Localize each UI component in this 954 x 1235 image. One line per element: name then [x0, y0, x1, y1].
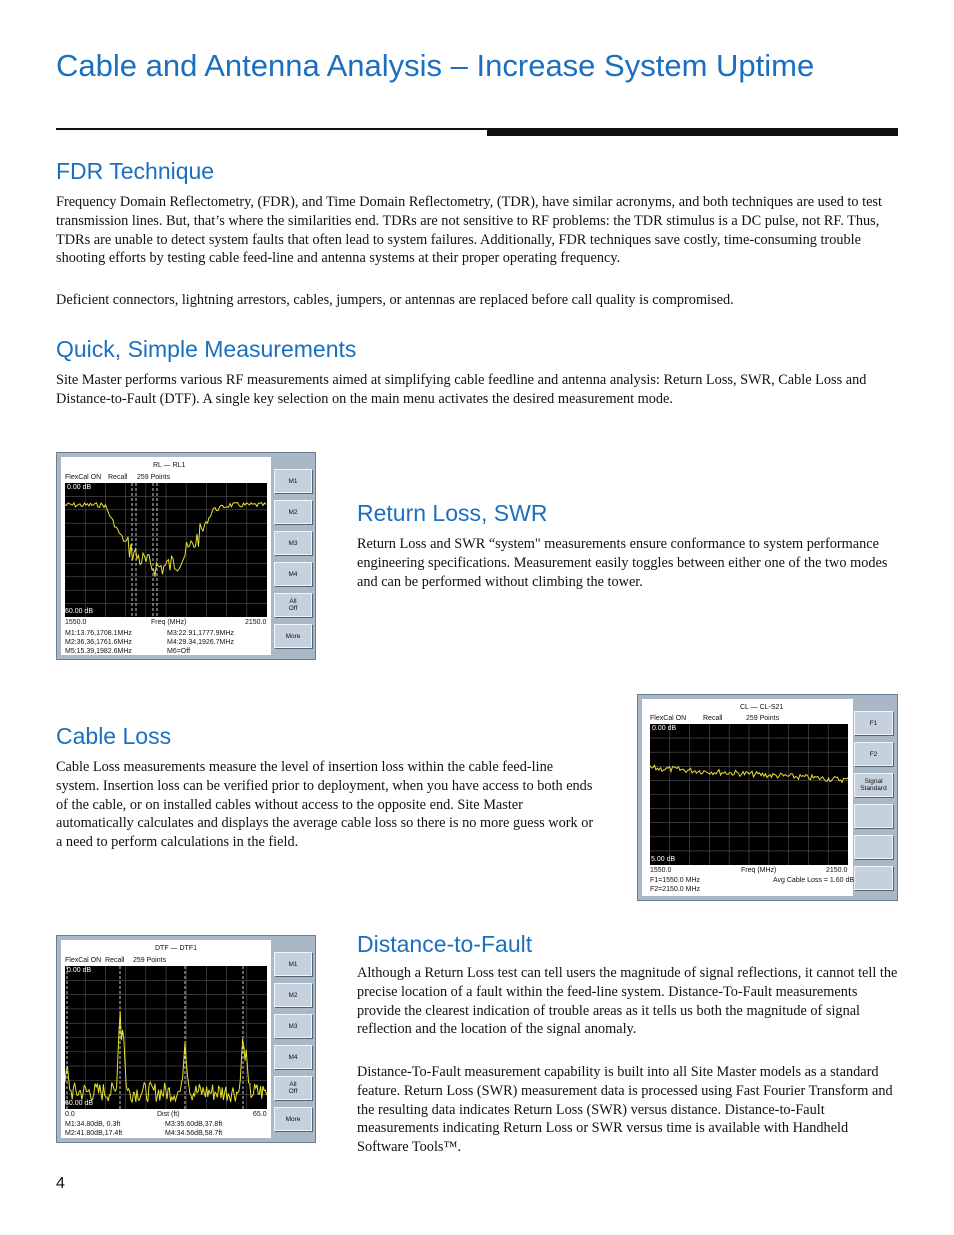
dtf-recall: Recall: [105, 957, 125, 964]
dtf-screen-title: DTF — DTF1: [155, 945, 197, 952]
dtf-marker-3: M3:35.60dB,37.8ft: [165, 1121, 223, 1128]
cl-flexcal: FlexCal ON: [650, 715, 687, 722]
dtf-screen: [56, 935, 316, 1143]
rl-marker-5: M5:15.39,1982.6MHz: [65, 648, 132, 655]
cl-blank-button-5[interactable]: [854, 835, 893, 859]
cl-ybottom: 5.00 dB: [651, 856, 676, 863]
rl-xstart: 1550.0: [65, 619, 87, 626]
rl-marker-4: M4:29.34,1926.7MHz: [167, 639, 234, 646]
dtf-paragraph-2: Distance-To-Fault measurement capability is built into all Site Master models as a standard feature. Return Loss (SWR) measurement data is processed using Fast Fourier Transform and the resulting data indicates Return Loss (SWR) versus distance. Distance-to-Fault measurements indicating Return Loss or SWR versus time is available with Handheld Software Tools™.: [357, 1064, 893, 1156]
return-loss-screen: [56, 452, 316, 660]
quick-paragraph: Site Master performs various RF measurements aimed at simplifying cable feedline and antenna analysis: Return Loss, SWR, Cable Loss and Distance-to-Fault (DTF). A single key selection on the main menu activates the desired measurement mode.: [56, 372, 867, 407]
dtf-xstart: 0.0: [65, 1111, 75, 1118]
dtf-xend: 65.0: [253, 1111, 267, 1118]
cl-xend: 2150.0: [826, 867, 848, 874]
cl-signal-standard-button[interactable]: Signal Standard: [854, 773, 893, 797]
cl-f2: F2=2150.0 MHz: [650, 886, 700, 893]
rl-points: 259 Points: [137, 474, 171, 481]
cl-xstart: 1550.0: [650, 867, 672, 874]
dtf-xlabel: Dist (ft): [157, 1111, 180, 1118]
fdr-heading: FDR Technique: [56, 158, 215, 184]
dtf-ybottom: 60.00 dB: [65, 1100, 94, 1107]
rl-all-off-button[interactable]: All Off: [274, 593, 312, 617]
dtf-ytop: 0.00 dB: [67, 967, 92, 974]
rl-m2-button[interactable]: M2: [274, 500, 312, 524]
rl-m4-button[interactable]: M4: [274, 562, 312, 586]
rl-xend: 2150.0: [245, 619, 267, 626]
fdr-paragraph-1: Frequency Domain Reflectometry, (FDR), and Time Domain Reflectometry, (TDR), have similar acronyms, and both techniques are used to test transmission lines. But, that’s where the similarities end. TDRs are not sensitive to RF problems: the TDR stimulus is a DC pulse, not RF. Thus, TDRs are unable to detect system faults that often lead to system failures. Additionally, FDR techniques save costly, time-consuming trouble shooting efforts by testing cable feed-line and antenna systems at their proper operating frequency.: [56, 194, 882, 267]
dtf-display: [61, 940, 271, 1138]
page-title: Cable and Antenna Analysis – Increase System Uptime: [56, 48, 815, 83]
dtf-marker-4: M4:34.56dB,58.7ft: [165, 1130, 223, 1137]
rl-recall: Recall: [108, 474, 128, 481]
dtf-trace-svg: [65, 966, 267, 1109]
rl-m1-button[interactable]: M1: [274, 469, 312, 493]
rl-more-button[interactable]: More: [274, 624, 312, 648]
cable-loss-paragraph: Cable Loss measurements measure the level of insertion loss within the cable feed-line system. Insertion loss can be verified prior to deployment, when you have access to both ends of the cable, or on installed cables without access to the opposite end. Site Master automatically calculates and displays the average cable loss so there is no more guess work or a need to perform calculations in the field.: [56, 759, 594, 851]
dtf-m2-button[interactable]: M2: [274, 983, 312, 1007]
rl-screen-title: RL — RL1: [153, 462, 186, 469]
rl-marker-2: M2:36.36,1761.6MHz: [65, 639, 132, 646]
cl-f1: F1=1550.0 MHz: [650, 877, 700, 884]
rl-marker-6: M6=Off: [167, 648, 191, 655]
return-loss-heading: Return Loss, SWR: [357, 500, 548, 526]
rl-flexcal: FlexCal ON: [65, 474, 102, 481]
rl-ybottom: 60.00 dB: [65, 608, 94, 615]
cl-plot: [650, 724, 848, 865]
cl-blank-button-4[interactable]: [854, 804, 893, 828]
cable-loss-display: [642, 699, 853, 896]
dtf-heading: Distance-to-Fault: [357, 931, 533, 957]
page-number: 4: [56, 1175, 65, 1192]
cl-trace-svg: [650, 724, 848, 865]
cl-f1-button[interactable]: F1: [854, 711, 893, 735]
title-rule-thin: [56, 128, 488, 130]
cl-blank-button-6[interactable]: [854, 866, 893, 890]
cl-recall: Recall: [703, 715, 723, 722]
measurement-trace: [65, 503, 266, 577]
fdr-paragraph-2: Deficient connectors, lightning arrestors, cables, jumpers, or antennas are replaced before call quality is compromised.: [56, 292, 734, 308]
dtf-flexcal: FlexCal ON: [65, 957, 102, 964]
dtf-marker-1: M1:34.80dB, 0.3ft: [65, 1121, 121, 1128]
rl-plot: [65, 483, 267, 617]
rl-marker-3: M3:22.91,1777.9MHz: [167, 630, 234, 637]
cable-loss-heading: Cable Loss: [56, 723, 172, 749]
dtf-points: 259 Points: [133, 957, 167, 964]
rl-xlabel: Freq (MHz): [151, 619, 187, 626]
return-loss-paragraph: Return Loss and SWR “system" measurements ensure conformance to system performance engineering specifications. Measurement easily toggles between either one of the two modes and can be performed without climbing the tower.: [357, 536, 888, 590]
cl-points: 259 Points: [746, 715, 780, 722]
dtf-paragraph-1: Although a Return Loss test can tell users the magnitude of signal reflections, it cannot tell the precise location of a fault within the feed-line system. Distance-To-Fault measurements provide the clearest indication of trouble areas as it tells us both the magnitude of signal reflection and the location of the signal anomaly.: [357, 965, 898, 1038]
dtf-more-button[interactable]: More: [274, 1107, 312, 1131]
rl-trace-svg: [65, 483, 267, 617]
dtf-m4-button[interactable]: M4: [274, 1045, 312, 1069]
cl-f2-button[interactable]: F2: [854, 742, 893, 766]
quick-heading: Quick, Simple Measurements: [56, 336, 357, 362]
rl-marker-1: M1:13.76,1708.1MHz: [65, 630, 132, 637]
cl-screen-title: CL — CL-S21: [740, 704, 784, 711]
rl-m3-button[interactable]: M3: [274, 531, 312, 555]
cable-loss-screen: [637, 694, 898, 901]
dtf-m3-button[interactable]: M3: [274, 1014, 312, 1038]
cl-ytop: 0.00 dB: [652, 725, 677, 732]
cl-avg-cable-loss: Avg Cable Loss = 1.60 dB: [773, 877, 855, 884]
dtf-all-off-button[interactable]: All Off: [274, 1076, 312, 1100]
return-loss-display: [61, 457, 271, 655]
dtf-m1-button[interactable]: M1: [274, 952, 312, 976]
title-rule-thick: [487, 128, 898, 136]
rl-ytop: 0.00 dB: [67, 484, 92, 491]
cl-xlabel: Freq (MHz): [741, 867, 777, 874]
dtf-plot: [65, 966, 267, 1109]
dtf-marker-2: M2:41.80dB,17.4ft: [65, 1130, 123, 1137]
